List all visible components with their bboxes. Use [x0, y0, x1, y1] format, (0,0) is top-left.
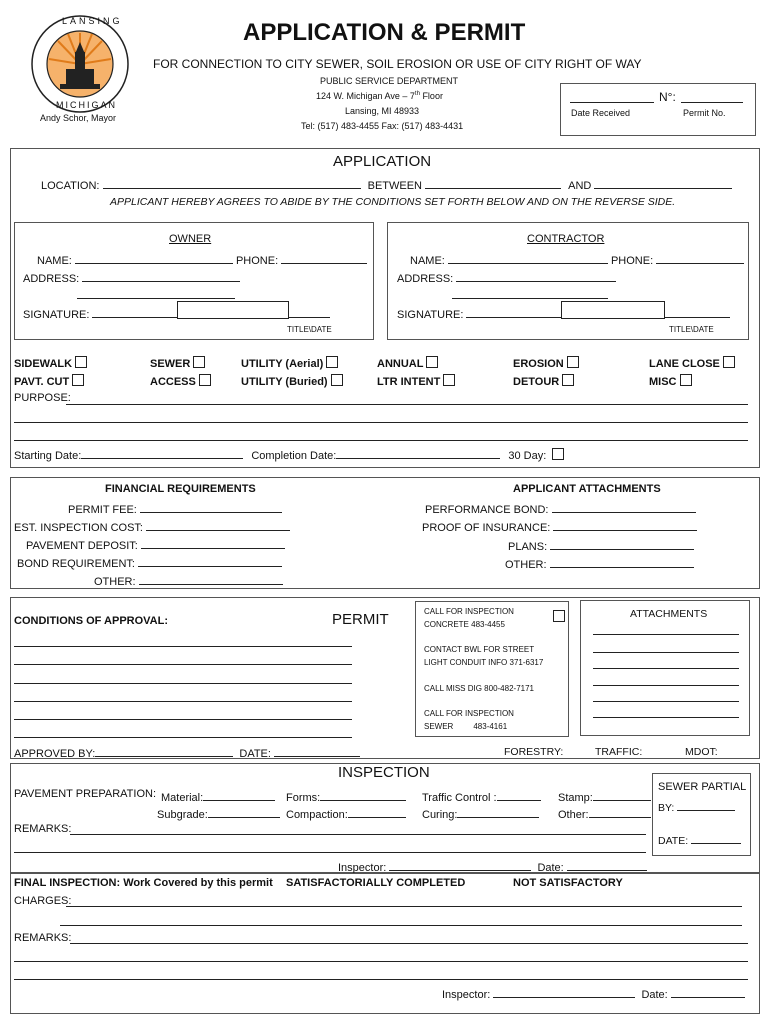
charges-label: CHARGES:	[14, 895, 72, 907]
purpose-field-2[interactable]	[14, 422, 748, 423]
attachment-line-5[interactable]	[593, 701, 739, 702]
plans-label: PLANS:	[508, 541, 548, 553]
checkbox-erosion[interactable]: EROSION	[513, 356, 579, 370]
owner-title-date: TITLE\DATE	[287, 325, 332, 334]
sewer-partial-date-field[interactable]	[691, 832, 741, 844]
inspection-other-field[interactable]	[589, 806, 651, 818]
attachment-line-6[interactable]	[593, 717, 739, 718]
forms-row	[286, 789, 406, 804]
applicant-other-row	[505, 556, 694, 571]
material-row	[161, 789, 275, 804]
date-received-label: Date Received	[571, 108, 631, 118]
misc-checkbox[interactable]	[680, 374, 692, 386]
mdot-label: MDOT:	[685, 746, 718, 758]
inspection-date-label: Date:	[537, 862, 564, 874]
attachment-line-3[interactable]	[593, 668, 739, 669]
call-line-2: CONCRETE 483-4455	[424, 620, 505, 629]
inspection-title: INSPECTION	[338, 764, 430, 781]
permit-no-label: Permit No.	[683, 108, 726, 118]
attachment-line-4[interactable]	[593, 685, 739, 686]
between-field[interactable]	[425, 177, 561, 189]
contractor-signature-label: SIGNATURE:	[397, 309, 464, 321]
seal-bottom-text: MICHIGAN	[56, 100, 117, 110]
curing-field[interactable]	[457, 806, 539, 818]
thirty-day-label: 30 Day:	[508, 450, 547, 462]
traffic-label: TRAFFIC:	[595, 746, 643, 758]
checkbox-access[interactable]: ACCESS	[150, 374, 211, 388]
checkbox-annual[interactable]: ANNUAL	[377, 356, 438, 370]
est-inspection-field[interactable]	[146, 519, 290, 531]
lane-close-checkbox[interactable]	[723, 356, 735, 368]
and-label: AND	[568, 180, 592, 192]
conditions-label: CONDITIONS OF APPROVAL:	[14, 615, 168, 627]
bond-requirement-label: BOND REQUIREMENT:	[17, 558, 135, 570]
applicant-other-label: OTHER:	[505, 559, 547, 571]
dates-row	[14, 447, 564, 462]
annual-checkbox[interactable]	[426, 356, 438, 368]
permit-number-box	[560, 83, 756, 136]
application-title: APPLICATION	[333, 153, 432, 170]
financial-other-row	[94, 573, 283, 588]
pavt-cut-checkbox[interactable]	[72, 374, 84, 386]
inspection-remarks-field-1[interactable]	[70, 834, 646, 835]
permit-attachments-heading: ATTACHMENTS	[630, 608, 708, 620]
est-inspection-label: EST. INSPECTION COST:	[14, 522, 143, 534]
starting-date-label: Starting Date:	[14, 450, 82, 462]
inspection-inspector-field[interactable]	[389, 859, 531, 871]
financial-other-field[interactable]	[139, 573, 283, 585]
date-received-field[interactable]	[570, 102, 654, 103]
owner-phone-field[interactable]	[281, 252, 367, 264]
financial-other-label: OTHER:	[94, 576, 136, 588]
checkbox-detour[interactable]: DETOUR	[513, 374, 574, 388]
erosion-checkbox[interactable]	[567, 356, 579, 368]
sewer-partial-box	[652, 773, 751, 856]
checkbox-sidewalk[interactable]: SIDEWALK	[14, 356, 87, 370]
charges-field-1[interactable]	[66, 906, 742, 907]
contractor-address-field[interactable]	[456, 270, 616, 282]
final-inspector-row	[442, 986, 745, 1001]
financial-heading: FINANCIAL REQUIREMENTS	[105, 483, 256, 495]
inspection-date-field[interactable]	[567, 859, 647, 871]
checkbox-utility-aerial[interactable]: UTILITY (Aerial)	[241, 356, 338, 370]
final-remarks-field-1[interactable]	[70, 943, 748, 944]
subgrade-label: Subgrade:	[157, 809, 208, 821]
sewer-partial-by-row	[658, 799, 735, 814]
condition-line-3[interactable]	[14, 683, 352, 684]
bond-requirement-field[interactable]	[138, 555, 282, 567]
owner-box	[14, 222, 374, 340]
owner-address-field[interactable]	[82, 270, 240, 282]
forms-field[interactable]	[320, 789, 406, 801]
inspection-remarks-field-2[interactable]	[14, 852, 646, 853]
sewer-checkbox[interactable]	[193, 356, 205, 368]
call-line-1: CALL FOR INSPECTION	[424, 607, 514, 616]
owner-signature-label: SIGNATURE:	[23, 309, 90, 321]
owner-phone-label: PHONE:	[235, 255, 279, 267]
performance-bond-label: PERFORMANCE BOND:	[425, 504, 549, 516]
approved-by-label: APPROVED BY:	[14, 748, 96, 760]
agreement-text: APPLICANT HEREBY AGREES TO ABIDE BY THE CONDITIONS SET FORTH BELOW AND ON THE REVERSE SIDE.	[110, 196, 676, 208]
curing-label: Curing:	[422, 809, 458, 821]
material-field[interactable]	[203, 789, 275, 801]
attachment-line-2[interactable]	[593, 652, 739, 653]
purpose-field-3[interactable]	[14, 440, 748, 441]
compaction-label: Compaction:	[286, 809, 348, 821]
proof-insurance-row	[422, 519, 697, 534]
final-remarks-field-3[interactable]	[14, 979, 748, 980]
stamp-label: Stamp:	[558, 792, 593, 804]
proof-insurance-label: PROOF OF INSURANCE:	[422, 522, 551, 534]
proof-insurance-field[interactable]	[553, 519, 697, 531]
permit-attachments-box	[580, 600, 750, 736]
sewer-partial-label: SEWER PARTIAL	[658, 781, 747, 793]
approved-by-field[interactable]	[95, 745, 233, 757]
permit-no-field[interactable]	[681, 102, 743, 103]
detour-checkbox[interactable]	[562, 374, 574, 386]
material-label: Material:	[161, 792, 204, 804]
page-subtitle: FOR CONNECTION TO CITY SEWER, SOIL EROSION OR USE OF CITY RIGHT OF WAY	[153, 57, 642, 71]
contractor-name-field[interactable]	[448, 252, 608, 264]
seal-top-text: LANSING	[62, 16, 123, 26]
utility-buried-checkbox[interactable]	[331, 374, 343, 386]
approved-row	[14, 745, 360, 760]
condition-line-1[interactable]	[14, 646, 352, 647]
completion-date-field[interactable]	[336, 447, 500, 459]
final-remarks-label: REMARKS:	[14, 932, 72, 944]
call-line-6: CALL FOR INSPECTION	[424, 709, 514, 718]
owner-address-label: ADDRESS:	[23, 273, 80, 285]
inspection-other-label: Other:	[558, 809, 589, 821]
call-line-4: LIGHT CONDUIT INFO 371-6317	[424, 658, 544, 667]
location-label: LOCATION:	[41, 180, 100, 192]
sewer-partial-date-row	[658, 832, 741, 847]
owner-name-row	[37, 252, 367, 267]
location-field[interactable]	[103, 177, 361, 189]
contractor-box	[387, 222, 749, 340]
utility-aerial-checkbox[interactable]	[326, 356, 338, 368]
pavement-deposit-field[interactable]	[141, 537, 285, 549]
traffic-control-label: Traffic Control :	[422, 792, 497, 804]
contractor-title-date: TITLE\DATE	[669, 325, 714, 334]
mayor-name: Andy Schor, Mayor	[40, 113, 117, 123]
applicant-other-field[interactable]	[550, 556, 694, 568]
condition-line-6[interactable]	[14, 737, 352, 738]
checkbox-ltr-intent[interactable]: LTR INTENT	[377, 374, 455, 388]
address-line: 124 W. Michigan Ave – 7th Floor	[316, 91, 443, 101]
contractor-address-row	[397, 270, 616, 285]
contractor-name-row	[410, 252, 744, 267]
permit-fee-label: PERMIT FEE:	[68, 504, 137, 516]
checkbox-lane-close[interactable]: LANE CLOSE	[649, 356, 735, 370]
purpose-label: PURPOSE:	[14, 392, 71, 404]
contractor-name-label: NAME:	[410, 255, 445, 267]
permit-fee-row	[68, 501, 282, 516]
pavement-deposit-label: PAVEMENT DEPOSIT:	[26, 540, 138, 552]
phone-fax: Tel: (517) 483-4455 Fax: (517) 483-4431	[301, 121, 464, 131]
inspection-remarks-label: REMARKS:	[14, 823, 72, 835]
bond-requirement-row	[17, 555, 282, 570]
city-seal	[30, 14, 130, 114]
owner-address-row	[23, 270, 240, 285]
satisfactory-option[interactable]: SATISFACTORIALLY COMPLETED	[286, 877, 466, 889]
plans-row	[508, 538, 694, 553]
owner-name-label: NAME:	[37, 255, 72, 267]
checkbox-utility-buried[interactable]: UTILITY (Buried)	[241, 374, 343, 388]
call-info-box	[415, 601, 569, 737]
compaction-field[interactable]	[348, 806, 406, 818]
between-label: BETWEEN	[367, 180, 423, 192]
call-line-5: CALL MISS DIG 800-482-7171	[424, 684, 534, 693]
pavement-prep-label: PAVEMENT PREPARATION:	[14, 788, 157, 800]
applicant-attachments-heading: APPLICANT ATTACHMENTS	[513, 483, 661, 495]
location-row	[41, 177, 732, 192]
traffic-control-row	[422, 789, 541, 804]
condition-line-5[interactable]	[14, 719, 352, 720]
inspection-inspector-row	[338, 859, 647, 874]
starting-date-field[interactable]	[81, 447, 243, 459]
sidewalk-checkbox[interactable]	[75, 356, 87, 368]
est-inspection-row	[14, 519, 290, 534]
inspection-other-row	[558, 806, 651, 821]
curing-row	[422, 806, 539, 821]
condition-line-4[interactable]	[14, 701, 352, 702]
checkbox-pavt-cut[interactable]: PAVT. CUT	[14, 374, 84, 388]
call-line-3: CONTACT BWL FOR STREET	[424, 645, 535, 654]
final-inspector-label: Inspector:	[442, 989, 491, 1001]
completion-date-label: Completion Date:	[251, 450, 337, 462]
owner-signature-box[interactable]	[177, 301, 289, 319]
inspection-inspector-label: Inspector:	[338, 862, 387, 874]
pavement-deposit-row	[26, 537, 285, 552]
subgrade-field[interactable]	[208, 806, 280, 818]
sewer-partial-date-label: DATE:	[658, 835, 689, 847]
stamp-field[interactable]	[593, 789, 651, 801]
ltr-intent-checkbox[interactable]	[443, 374, 455, 386]
charges-field-2[interactable]	[60, 925, 742, 926]
contractor-address-field-2[interactable]	[452, 298, 608, 299]
call-inspection-checkbox[interactable]	[553, 610, 565, 622]
performance-bond-row	[425, 501, 696, 516]
access-checkbox[interactable]	[199, 374, 211, 386]
subgrade-row	[157, 806, 280, 821]
compaction-row	[286, 806, 406, 821]
stamp-row	[558, 789, 651, 804]
city-seal-icon	[30, 14, 130, 114]
final-date-field[interactable]	[671, 986, 745, 998]
department: PUBLIC SERVICE DEPARTMENT	[320, 76, 459, 86]
contractor-signature-box[interactable]	[561, 301, 665, 319]
approved-date-label: DATE:	[239, 748, 271, 760]
approved-date-field[interactable]	[274, 745, 360, 757]
checkbox-misc[interactable]: MISC	[649, 374, 692, 388]
city-line: Lansing, MI 48933	[345, 106, 420, 116]
and-field[interactable]	[594, 177, 732, 189]
page-title: APPLICATION & PERMIT	[243, 19, 526, 46]
final-date-label: Date:	[641, 989, 668, 1001]
contractor-heading: CONTRACTOR	[527, 233, 605, 245]
no-label: N°:	[659, 90, 676, 104]
forms-label: Forms:	[286, 792, 321, 804]
attachment-line-1[interactable]	[593, 634, 739, 635]
call-line-7: SEWER 483-4161	[424, 722, 508, 731]
checkbox-sewer[interactable]: SEWER	[150, 356, 205, 370]
traffic-control-field[interactable]	[497, 789, 541, 801]
final-inspector-field[interactable]	[493, 986, 635, 998]
plans-field[interactable]	[550, 538, 694, 550]
owner-address-field-2[interactable]	[77, 298, 235, 299]
permit-title: PERMIT	[332, 611, 389, 628]
purpose-field-1[interactable]	[66, 404, 748, 405]
sewer-partial-by-field[interactable]	[677, 799, 735, 811]
thirty-day-checkbox[interactable]	[552, 448, 564, 460]
final-remarks-field-2[interactable]	[14, 961, 748, 962]
contractor-phone-label: PHONE:	[610, 255, 654, 267]
not-satisfactory-option[interactable]: NOT SATISFACTORY	[513, 877, 623, 889]
owner-name-field[interactable]	[75, 252, 233, 264]
owner-heading: OWNER	[169, 233, 212, 245]
performance-bond-field[interactable]	[552, 501, 696, 513]
permit-fee-field[interactable]	[140, 501, 282, 513]
contractor-phone-field[interactable]	[656, 252, 744, 264]
sewer-partial-by-label: BY:	[658, 802, 675, 814]
condition-line-2[interactable]	[14, 664, 352, 665]
forestry-label: FORESTRY:	[504, 746, 564, 758]
contractor-address-label: ADDRESS:	[397, 273, 454, 285]
final-inspection-label: FINAL INSPECTION: Work Covered by this permit	[14, 877, 273, 889]
